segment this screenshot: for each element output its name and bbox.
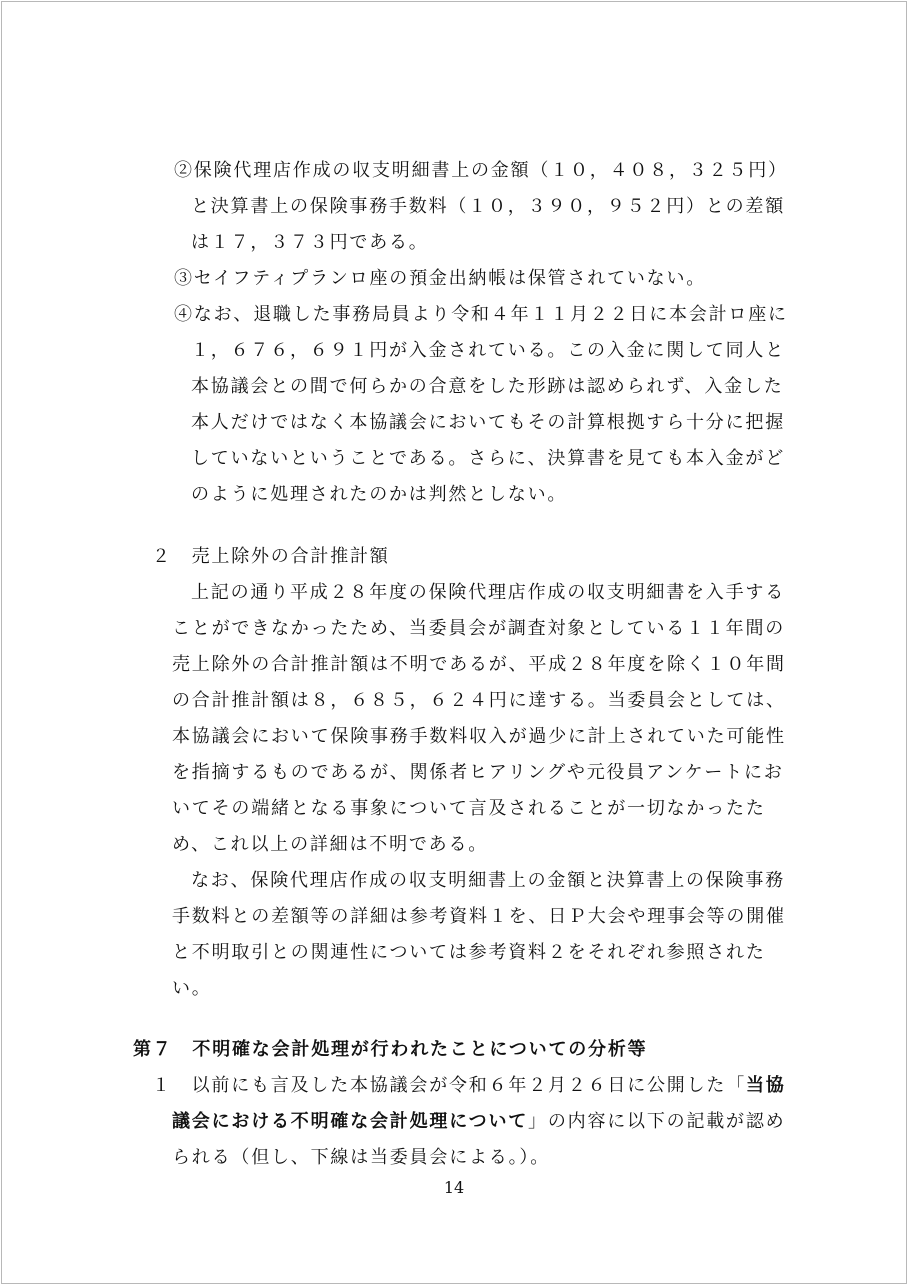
section-2-para1-line-5: 本協議会において保険事務手数料収入が過少に計上されていた可能性	[172, 726, 786, 747]
list-item-4-line-5: していないということである。さらに、決算書を見ても本入金がど	[191, 448, 785, 469]
list-item-3-line-1: ③セイフティプランロ座の預金出納帳は保管されていない。	[174, 268, 707, 289]
section-7-item-1-line-3: られる（但し、下線は当委員会による。）。	[172, 1147, 550, 1168]
section-2-para2-line-4: い。	[172, 978, 212, 999]
section-2-para1-line-3: 売上除外の合計推計額は不明であるが、平成２８年度を除く１０年間	[172, 654, 786, 675]
section-7-item-1-bold-start: 当協	[746, 1075, 786, 1096]
list-item-4-line-4: 本人だけではなく本協議会においてもその計算根拠すら十分に把握	[191, 412, 785, 433]
section-2-para1-line-7: いてその端緒となる事象について言及されることが一切なかったた	[172, 798, 766, 819]
section-7-item-1-suffix: 」の内容に以下の記載が認め	[528, 1111, 786, 1132]
list-item-2-line-3: は１７，３７３円である。	[191, 232, 429, 253]
document-page	[1, 1, 907, 1284]
section-7-item-1-line-2	[172, 1110, 785, 1134]
list-item-4-line-2: １，６７６，６９１円が入金されている。この入金に関して同人と	[191, 340, 785, 361]
section-2-para2-line-1: なお、保険代理店作成の収支明細書上の金額と決算書上の保険事務	[191, 870, 785, 891]
list-item-2-line-1: ②保険代理店作成の収支明細書上の金額（１０，４０８，３２５円）	[174, 160, 788, 181]
section-2-para1-line-2: ことができなかったため、当委員会が調査対象としている１１年間の	[172, 618, 786, 639]
list-item-2-line-2: と決算書上の保険事務手数料（１０，３９０，９５２円）との差額	[191, 196, 785, 217]
list-item-4-line-6: のように処理されたのかは判然としない。	[191, 484, 568, 505]
list-item-4-line-3: 本協議会との間で何らかの合意をした形跡は認められず、入金した	[191, 376, 784, 397]
section-2-para1-line-1: 上記の通り平成２８年度の保険代理店作成の収支明細書を入手する	[191, 582, 785, 603]
section-7-heading: 第７ 不明確な会計処理が行われたことについての分析等	[133, 1039, 648, 1060]
section-2-para1-line-6: を指摘するものであるが、関係者ヒアリングや元役員アンケートにお	[172, 762, 784, 783]
section-2-para1-line-4: の合計推計額は８，６８５，６２４円に達する。当委員会としては、	[172, 690, 786, 711]
section-7-item-1-bold-end: 議会における不明確な会計処理について	[172, 1111, 529, 1132]
section-7-item-1-line-1	[152, 1074, 786, 1098]
section-2-para1-line-8: め、これ以上の詳細は不明である。	[172, 834, 489, 855]
page-number: 14	[443, 1178, 465, 1197]
section-2-para2-line-2: 手数料との差額等の詳細は参考資料１を、日Ｐ大会や理事会等の開催	[172, 906, 786, 927]
section-7-item-1-prefix: １ 以前にも言及した本協議会が令和６年２月２６日に公開した「	[152, 1075, 746, 1096]
section-2-heading: ２ 売上除外の合計推計額	[152, 546, 390, 567]
section-2-para2-line-3: と不明取引との関連性については参考資料２をそれぞれ参照された	[172, 942, 766, 963]
list-item-4-line-1: ④なお、退職した事務局員より令和４年１１月２２日に本会計ロ座に	[174, 304, 788, 325]
